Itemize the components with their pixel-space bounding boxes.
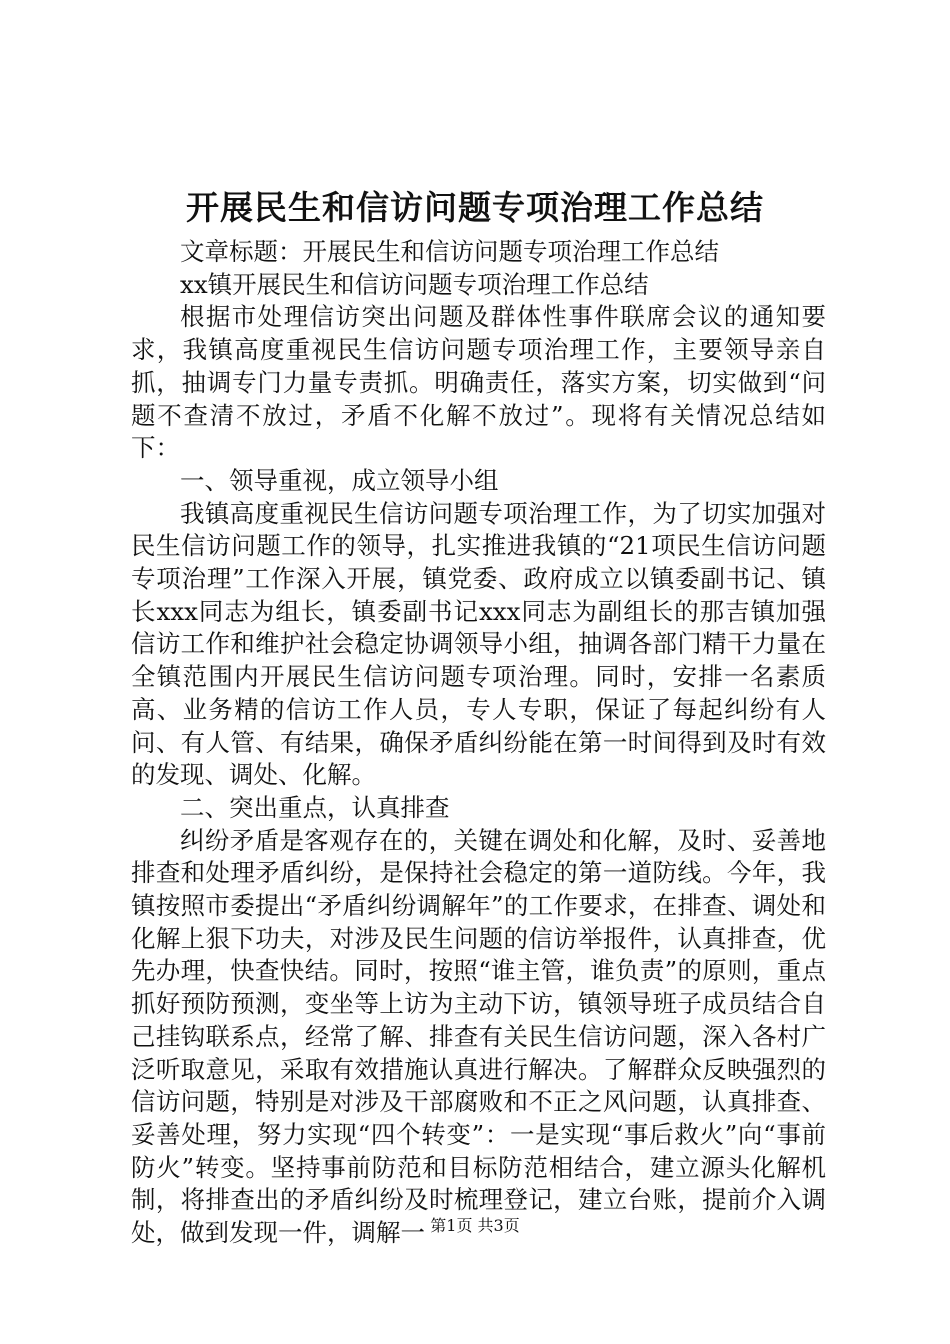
paragraph-section-2: 纠纷矛盾是客观存在的，关键在调处和化解，及时、妥善地排查和处理矛盾纠纷，是保持社会稳定的第一道防线。今年，我镇按照市委提出“矛盾纠纷调解年”的工作要求，在排查、调处和化解上狠下功夫，对涉及民生问题的信访举报件，认真排查，优先办理，快查快结。同时，按照“谁主管，谁负责”的原则，重点抓好预防预测，变坐等上访为主动下访，镇领导班子成员结合自己挂钩联系点，经常了解、排查有关民生信访问题，深入各村广泛听取意见，采取有效措施认真进行解决。了解群众反映强烈的信访问题，特别是对涉及干部腐败和不正之风问题，认真排查、妥善处理，努力实现“四个转变”：一是实现“事后救火”向“事前防火”转变。坚持事前防范和目标防范相结合，建立源头化解机制，将排查出的矛盾纠纷及时梳理登记，建立台账，提前介入调处，做到发现一件，调解一 bbox=[131, 825, 826, 1248]
paragraph-section-1: 我镇高度重视民生信访问题专项治理工作，为了切实加强对民生信访问题工作的领导，扎实推进我镇的“21项民生信访问题专项治理”工作深入开展，镇党委、政府成立以镇委副书记、镇长xxx同志为组长，镇委副书记xxx同志为副组长的那吉镇加强信访工作和维护社会稳定协调领导小组，抽调各部门精干力量在全镇范围内开展民生信访问题专项治理。同时，安排一名素质高、业务精的信访工作人员，专人专职，保证了每起纠纷有人问、有人管、有结果，确保矛盾纠纷能在第一时间得到及时有效的发现、调处、化解。 bbox=[131, 498, 826, 790]
paragraph-article-title: 文章标题：开展民生和信访问题专项治理工作总结 bbox=[180, 237, 719, 266]
paragraph-intro: 根据市处理信访突出问题及群体性事件联席会议的通知要求，我镇高度重视民生信访问题专项治理工作，主要领导亲自抓，抽调专门力量专责抓。明确责任，落实方案，切实做到“问题不查清不放过，矛盾不化解不放过”。现将有关情况总结如下： bbox=[131, 302, 826, 463]
section-heading-1: 一、领导重视，成立领导小组 bbox=[180, 465, 499, 495]
page-footer: 第1页 共3页 bbox=[430, 1216, 520, 1235]
paragraph-subtitle: xx镇开展民生和信访问题专项治理工作总结 bbox=[180, 269, 649, 299]
document-title: 开展民生和信访问题专项治理工作总结 bbox=[186, 188, 764, 227]
section-heading-2: 二、突出重点，认真排查 bbox=[180, 792, 450, 822]
document-body bbox=[131, 236, 826, 1250]
